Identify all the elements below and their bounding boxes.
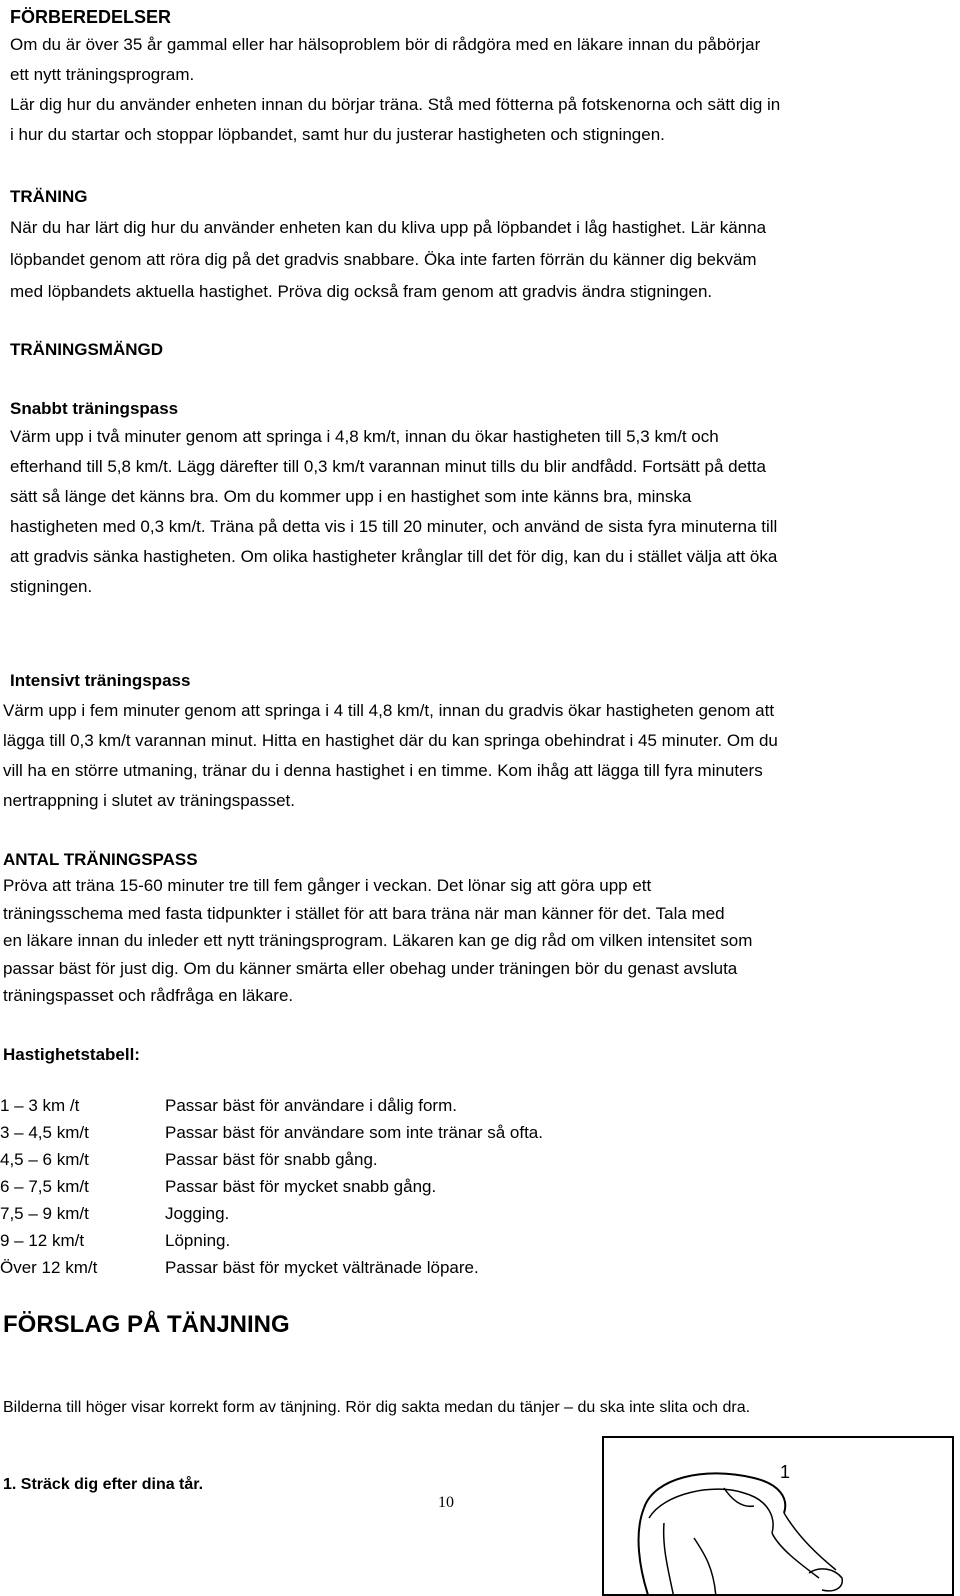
text-line: vill ha en större utmaning, tränar du i denna hastighet i en timme. Kom ihåg att lägga till fyra minuters	[3, 761, 763, 780]
text-line: löpbandet genom att röra dig på det gradvis snabbare. Öka inte farten förrän du känner dig bekväm	[10, 250, 757, 269]
speed-cell: 7,5 – 9 km/t	[0, 1204, 89, 1223]
text-line: När du har lärt dig hur du använder enheten kan du kliva upp på löpbandet i låg hastighet. Lär känna	[10, 218, 767, 237]
heading-antal-traningspass: ANTAL TRÄNINGSPASS	[3, 850, 198, 869]
description-cell: Löpning.	[165, 1231, 231, 1250]
text-line: en läkare innan du inleder ett nytt träningsprogram. Läkaren kan ge dig råd om vilken intensitet som	[3, 931, 753, 950]
text-line: hastigheten med 0,3 km/t. Träna på detta vis i 15 till 20 minuter, och använd de sista fyra minuterna till	[10, 517, 778, 536]
description-cell: Passar bäst för mycket vältränade löpare.	[165, 1258, 479, 1277]
text-line: Värm upp i två minuter genom att springa i 4,8 km/t, innan du ökar hastigheten till 5,3 km/t och	[10, 427, 719, 446]
tanjning-intro: Bilderna till höger visar korrekt form av tänjning. Rör dig sakta medan du tänjer – du ska inte slita och dra.	[3, 1399, 751, 1416]
text-line: passar bäst för just dig. Om du känner smärta eller obehag under träningen bör du genast avsluta	[3, 958, 738, 978]
description-cell: Passar bäst för snabb gång.	[165, 1150, 378, 1169]
speed-cell: 1 – 3 km /t	[0, 1096, 80, 1115]
text-line: träningsschema med fasta tidpunkter i stället för att bara träna när man känner för det. Tala med	[3, 903, 725, 923]
speed-cell: Över 12 km/t	[0, 1258, 98, 1277]
description-cell: Passar bäst för användare i dålig form.	[165, 1096, 457, 1115]
text-line: i hur du startar och stoppar löpbandet, samt hur du justerar hastigheten och stigningen.	[10, 125, 665, 144]
text-line: med löpbandets aktuella hastighet. Pröva dig också fram genom att gradvis ändra stigningen.	[10, 282, 713, 301]
text-line: Om du är över 35 år gammal eller har hälsoproblem bör di rådgöra med en läkare innan du påbörjar	[10, 35, 761, 54]
speed-cell: 9 – 12 km/t	[0, 1231, 85, 1250]
speed-cell: 6 – 7,5 km/t	[0, 1177, 89, 1196]
paragraph-traning	[10, 212, 950, 308]
heading-traningsmangd: TRÄNINGSMÄNGD	[10, 340, 163, 359]
text-line: nertrappning i slutet av träningspasset.	[3, 791, 296, 810]
paragraph-snabbt	[10, 422, 940, 602]
text-line: att gradvis sänka hastigheten. Om olika hastigheter krånglar till det för dig, kan du i stället välja att öka	[10, 547, 778, 566]
description-cell: Jogging.	[165, 1204, 230, 1223]
text-line: Lär dig hur du använder enheten innan du börjar träna. Stå med fötterna på fotskenorna och sätt dig in	[10, 95, 781, 114]
heading-traning: TRÄNING	[10, 187, 88, 206]
stretch-step-1: 1. Sträck dig efter dina tår.	[3, 1476, 204, 1493]
heading-intensivt-traningspass: Intensivt träningspass	[10, 671, 191, 690]
stretch-illustration	[602, 1436, 954, 1596]
paragraph-antal	[3, 872, 903, 1010]
speed-cell: 4,5 – 6 km/t	[0, 1150, 89, 1169]
description-cell: Passar bäst för användare som inte tränar så ofta.	[165, 1123, 543, 1142]
text-line: ett nytt träningsprogram.	[10, 65, 195, 84]
heading-forslag-pa-tanjning: FÖRSLAG PÅ TÄNJNING	[3, 1311, 290, 1338]
text-line: Värm upp i fem minuter genom att springa i 4 till 4,8 km/t, innan du gradvis ökar hastigheten genom att	[3, 701, 775, 720]
page-number: 10	[438, 1494, 454, 1511]
text-line: sätt så länge det känns bra. Om du kommer upp i en hastighet som inte känns bra, minska	[10, 487, 692, 506]
text-line: stigningen.	[10, 577, 93, 596]
stretch-figure-drawing	[604, 1438, 954, 1596]
description-cell: Passar bäst för mycket snabb gång.	[165, 1177, 437, 1196]
speed-cell: 3 – 4,5 km/t	[0, 1123, 89, 1142]
heading-forberedelser: FÖRBEREDELSER	[10, 7, 172, 27]
figure-number: 1	[780, 1462, 791, 1482]
text-line: Pröva att träna 15-60 minuter tre till fem gånger i veckan. Det lönar sig att göra upp ett	[3, 876, 652, 895]
text-line: träningspasset och rådfråga en läkare.	[3, 986, 294, 1005]
paragraph-forberedelser	[10, 30, 950, 150]
heading-hastighetstabell: Hastighetstabell:	[3, 1045, 140, 1064]
heading-snabbt-traningspass: Snabbt träningspass	[10, 399, 179, 418]
text-line: lägga till 0,3 km/t varannan minut. Hitta en hastighet där du kan springa obehindrat i 45 minuter. Om du	[3, 731, 778, 750]
text-line: efterhand till 5,8 km/t. Lägg därefter till 0,3 km/t varannan minut tills du blir andfådd. Fortsätt på detta	[10, 457, 766, 476]
paragraph-intensivt	[3, 696, 943, 816]
speed-table	[0, 1096, 700, 1286]
